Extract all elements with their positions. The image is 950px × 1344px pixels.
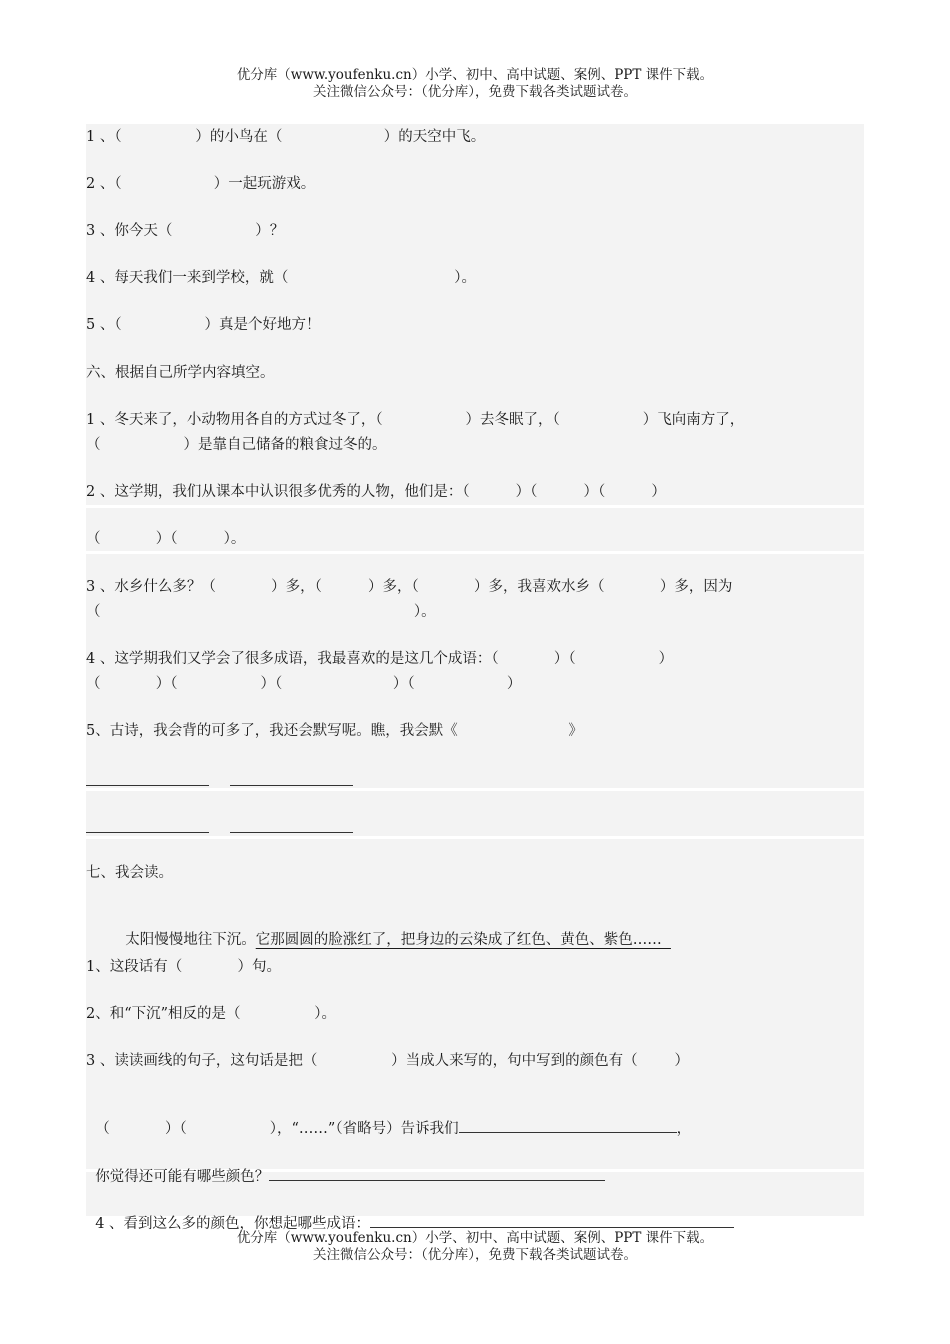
part6-q2-line1: 2 、这学期，我们从课本中认识很多优秀的人物，他们是：（ ）（ ）（ ） (86, 484, 666, 500)
part7-question-2: 2、和“下沉”相反的是（ ）。 (86, 1006, 337, 1022)
part7-question-1: 1、这段话有（ ）句。 (86, 959, 282, 975)
part6-q4-line2: （ ）（ ）（ ）（ ） (86, 676, 522, 692)
part6-title: 六、根据自己所学内容填空。 (86, 365, 275, 381)
part6-q2-line2: （ ）（ ）。 (86, 531, 246, 547)
part5-question-1: 1 、（ ）的小鸟在（ ）的天空中飞。 (86, 129, 486, 145)
part6-q3-line2: （ ）。 (86, 604, 436, 620)
part7-q3-line3 (86, 1146, 605, 1187)
part7-passage (116, 910, 671, 950)
footer-line-1: 优分库（www.youfenku.cn）小学、初中、高中试题、案例、PPT 课件下载。 (236, 1230, 714, 1246)
part5-question-2: 2 、（ ）一起玩游戏。 (86, 176, 316, 192)
passage-underlined-sentence: 它那圆圆的脸涨红了，把身边的云染成了红色、黄色、紫色…… (255, 932, 671, 948)
part6-q1-line1: 1 、冬天来了，小动物用各自的方式过冬了，（ ）去冬眠了，（ ）飞向南方了， (86, 412, 745, 428)
poem-line-blank-4 (230, 832, 353, 833)
passage-plain-sentence: 太阳慢慢地往下沉。 (125, 932, 256, 948)
header-line-2: 关注微信公众号：（优分库），免费下载各类试题试卷。 (313, 84, 637, 100)
poem-line-blank-2 (230, 785, 353, 786)
part7-title: 七、我会读。 (86, 865, 173, 881)
idioms-answer-blank (370, 1213, 734, 1228)
q3-answer-blank (459, 1118, 677, 1133)
q4-text: 4 、看到这么多的颜色，你想起哪些成语： (95, 1216, 371, 1232)
header-line-1: 优分库（www.youfenku.cn）小学、初中、高中试题、案例、PPT 课件下载。 (236, 67, 714, 83)
q3-line2-text: （ ）（ ），“……”（省略号）告诉我们 (95, 1121, 459, 1137)
part6-q4-line1: 4 、这学期我们又学会了很多成语，我最喜欢的是这几个成语：（ ）（ ） (86, 651, 674, 667)
colors-answer-blank (269, 1166, 605, 1181)
part6-q5: 5、古诗，我会背的可多了，我还会默写呢。瞧，我会默《 》 (86, 723, 583, 739)
page-footer (0, 1230, 950, 1264)
part5-question-3: 3 、你今天（ ）？ (86, 223, 285, 239)
part6-q3-line1: 3 、水乡什么多？（ ）多，（ ）多，（ ）多，我喜欢水乡（ ）多，因为 (86, 579, 733, 595)
poem-line-blank-1 (86, 785, 209, 786)
part5-question-4: 4 、每天我们一来到学校，就（ ）。 (86, 270, 477, 286)
q3-line2-end: ， (676, 1121, 692, 1137)
footer-line-2: 关注微信公众号：（优分库），免费下载各类试题试卷。 (313, 1247, 637, 1263)
part6-q1-line2: （ ）是靠自己储备的粮食过冬的。 (86, 437, 387, 453)
part7-question-4 (86, 1193, 734, 1234)
poem-line-blank-3 (86, 832, 209, 833)
part5-question-5: 5 、（ ）真是个好地方！ (86, 317, 321, 333)
part7-q3-line2 (86, 1098, 691, 1139)
q3-line3-text: 你觉得还可能有哪些颜色？ (95, 1169, 270, 1185)
page-header (0, 67, 950, 101)
part7-q3-line1: 3 、读读画线的句子，这句话是把（ ）当成人来写的，句中写到的颜色有（ ） (86, 1053, 689, 1069)
